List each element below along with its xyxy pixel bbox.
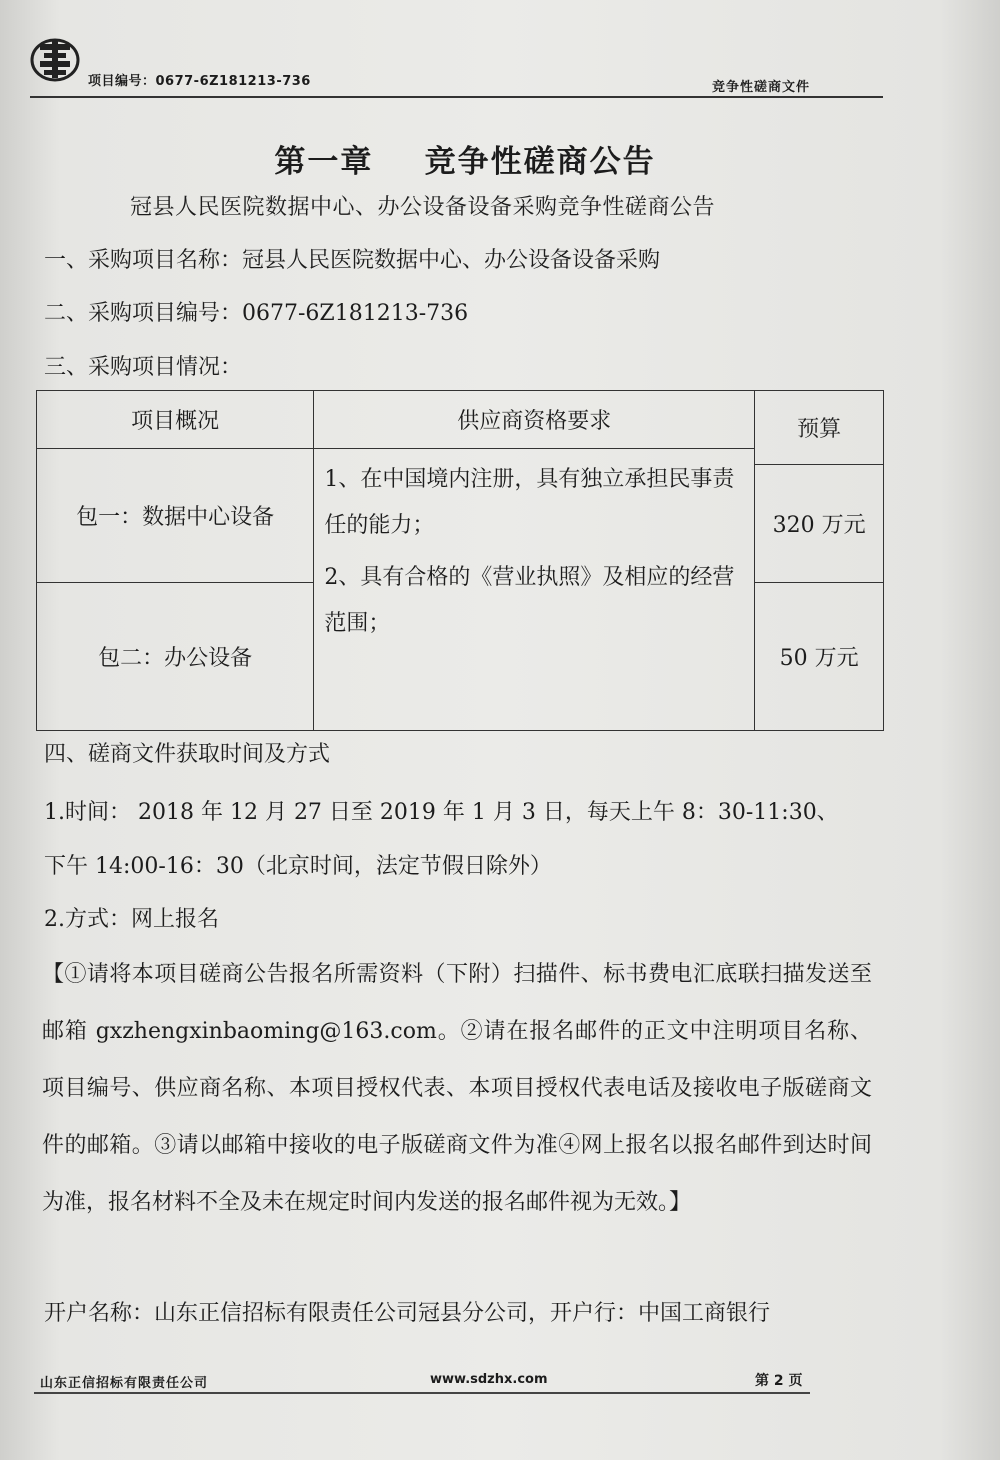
time-line-1: 1.时间： 2018 年 12 月 27 日至 2019 年 1 月 3 日，每天上午 8：30-11:30、: [44, 800, 839, 825]
footer-company: 山东正信招标有限责任公司: [40, 1376, 209, 1391]
footer-page-number: 第 2 页: [755, 1373, 803, 1389]
header-divider: [30, 96, 883, 98]
header-doc-type: 竞争性磋商文件: [712, 80, 811, 95]
time-line-2: 下午 14:00-16：30（北京时间，法定节假日除外）: [44, 854, 552, 879]
package-2-name: 包二：办公设备: [37, 583, 314, 731]
table-header-row: [37, 391, 884, 449]
requirements-cell: [314, 449, 755, 731]
section-acquisition: 四、磋商文件获取时间及方式: [44, 742, 331, 767]
footer-divider: [34, 1392, 810, 1394]
account-line: 开户名称：山东正信招标有限责任公司冠县分公司，开户行：中国工商银行: [44, 1301, 771, 1326]
section-project-name: 一、采购项目名称：冠县人民医院数据中心、办公设备设备采购: [44, 248, 661, 273]
instructions-paragraph: 【①请将本项目磋商公告报名所需资料（下附）扫描件、标书费电汇底联扫描发送至邮箱 gxzhengxinbaoming@163.com。②请在报名邮件的正文中注明项目名称、项目编号、供应商名称、本项目授权代表、本项目授权代表电话及接收电子版磋商文件的邮箱。③请以邮箱中接收的电子版磋商文件为准④网上报名以报名邮件到达时间为准，报名材料不全及未在规定时间内发送的报名邮件视为无效。】: [42, 962, 872, 1215]
method-line: 2.方式：网上报名: [44, 907, 219, 932]
header-requirements: 供应商资格要求: [314, 391, 755, 449]
project-table: [36, 390, 884, 731]
requirement-2: 2、具有合格的《营业执照》及相应的经营范围；: [324, 565, 735, 636]
header-budget: 预算: [755, 391, 884, 465]
company-logo-icon: [30, 36, 80, 82]
header-overview: 项目概况: [37, 391, 314, 449]
requirement-1: 1、在中国境内注册，具有独立承担民事责任的能力；: [324, 467, 735, 538]
announcement-subtitle: 冠县人民医院数据中心、办公设备设备采购竞争性磋商公告: [130, 195, 716, 220]
footer-website: www.sdzhx.com: [430, 1372, 548, 1387]
header-project-id: 项目编号：0677-6Z181213-736: [88, 74, 311, 89]
package-1-budget: 320 万元: [755, 465, 884, 583]
chapter-title: 第一章 竞争性磋商公告: [274, 144, 656, 180]
package-1-name: 包一：数据中心设备: [37, 449, 314, 583]
section-project-status: 三、采购项目情况：: [44, 355, 243, 380]
package-2-budget: 50 万元: [755, 583, 884, 731]
section-project-number: 二、采购项目编号：0677-6Z181213-736: [44, 301, 469, 326]
